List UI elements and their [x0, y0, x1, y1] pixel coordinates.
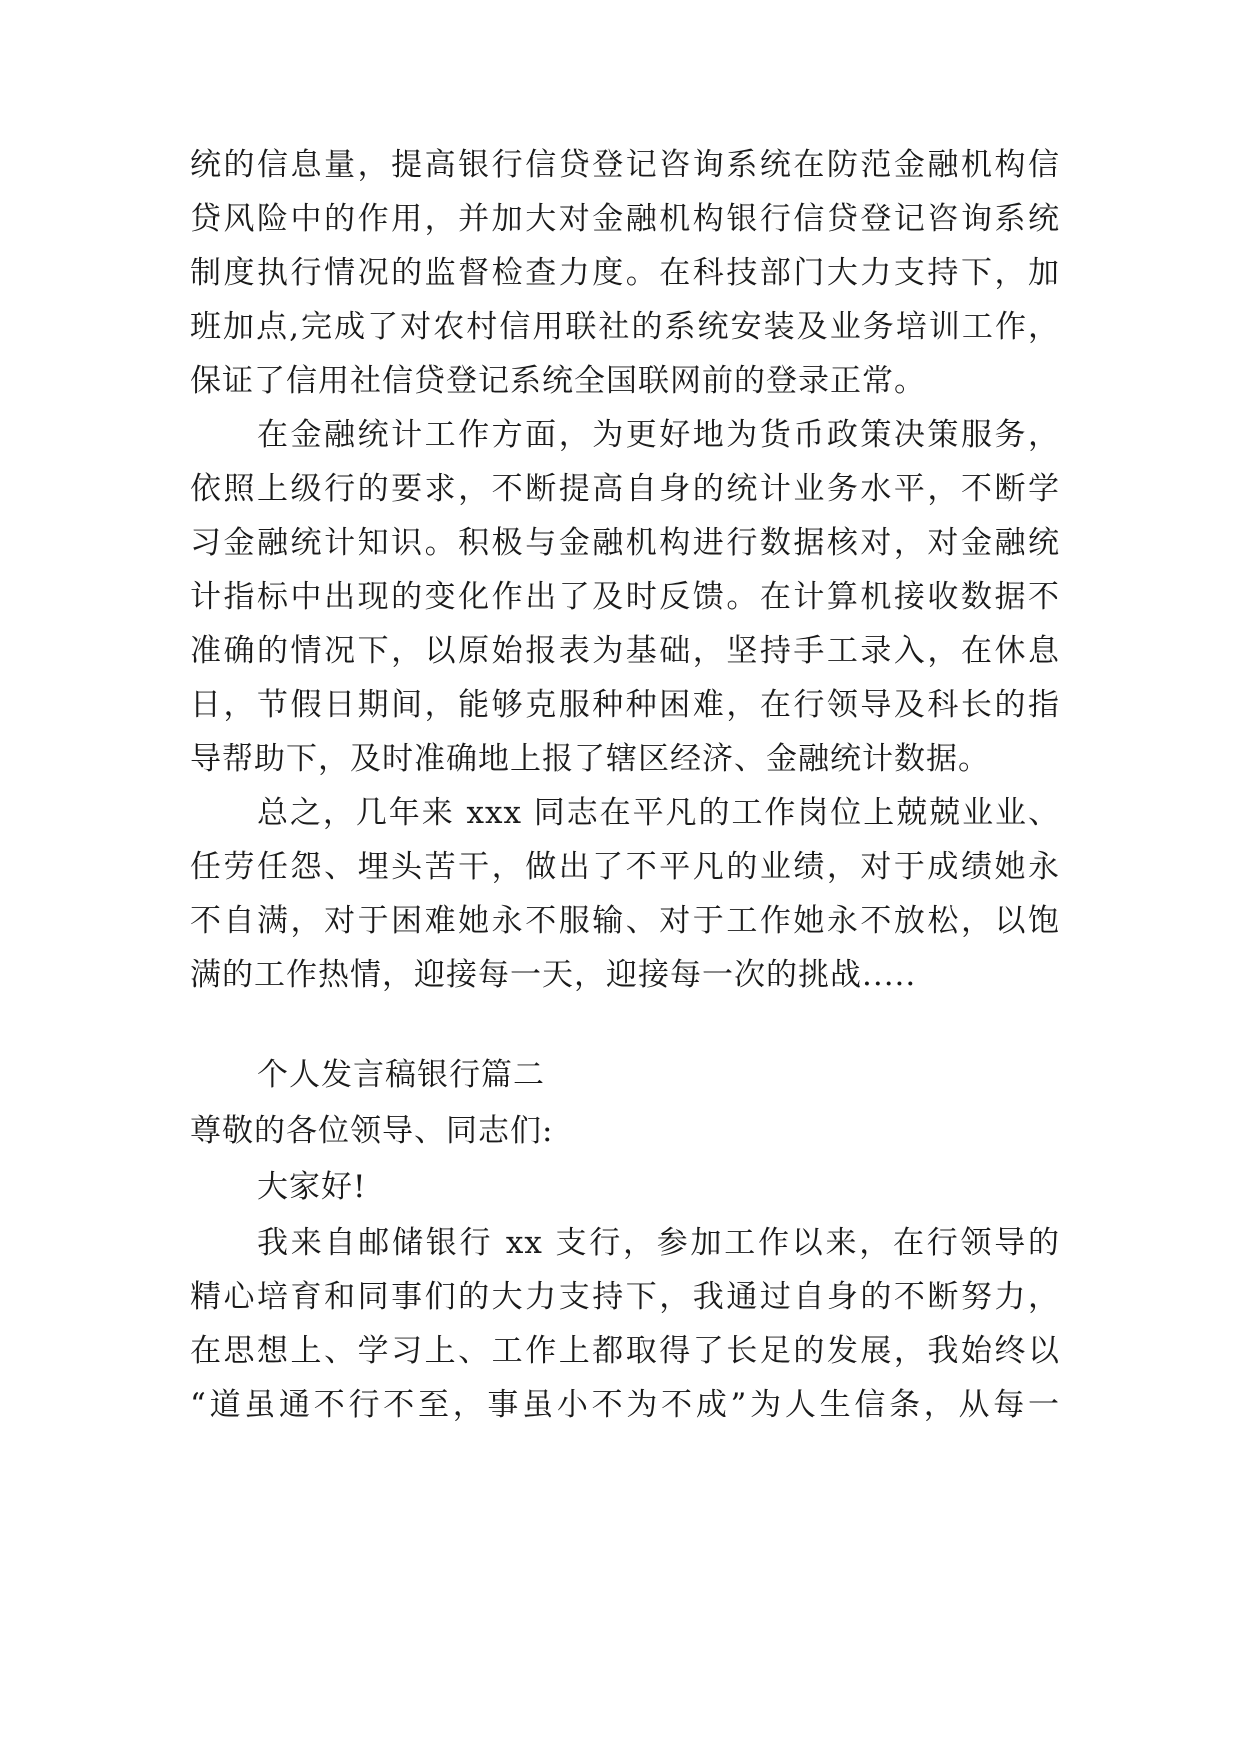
- paragraph-1-line-5: 保证了信用社信贷登记系统全国联网前的登录正常。: [190, 363, 926, 399]
- paragraph-1-line-3: 制度执行情况的监督检查力度。在科技部门大力支持下，加: [190, 255, 1060, 291]
- paragraph-1-line-2: 贷风险中的作用，并加大对金融机构银行信贷登记咨询系统: [190, 201, 1060, 237]
- paragraph-2-line-1: 在金融统计工作方面，为更好地为货币政策决策服务，: [257, 417, 1060, 453]
- paragraph-2-line-2: 依照上级行的要求，不断提高自身的统计业务水平，不断学: [190, 471, 1060, 507]
- paragraph-4-line-1: 我来自邮储银行 xx 支行，参加工作以来，在行领导的: [257, 1225, 1060, 1261]
- paragraph-1-line-1: 统的信息量，提高银行信贷登记咨询系统在防范金融机构信: [190, 147, 1060, 183]
- paragraph-3-line-4: 满的工作热情，迎接每一天，迎接每一次的挑战.....: [190, 957, 917, 993]
- paragraph-2-line-6: 日，节假日期间，能够克服种种困难，在行领导及科长的指: [190, 687, 1060, 723]
- paragraph-4-line-3: 在思想上、学习上、工作上都取得了长足的发展，我始终以: [190, 1333, 1060, 1369]
- paragraph-3-line-1: 总之，几年来 xxx 同志在平凡的工作岗位上兢兢业业、: [257, 795, 1060, 831]
- paragraph-3-line-3: 不自满，对于困难她永不服输、对于工作她永不放松，以饱: [190, 903, 1060, 939]
- section-title: 个人发言稿银行篇二: [257, 1057, 545, 1093]
- paragraph-4-line-4: “道虽通不行不至，事虽小不为不成”为人生信条，从每一: [190, 1387, 1060, 1423]
- paragraph-3-line-2: 任劳任怨、埋头苦干，做出了不平凡的业绩，对于成绩她永: [190, 849, 1060, 885]
- paragraph-1-line-4: 班加点,完成了对农村信用联社的系统安装及业务培训工作，: [190, 309, 1060, 345]
- paragraph-2-line-4: 计指标中出现的变化作出了及时反馈。在计算机接收数据不: [190, 579, 1060, 615]
- paragraph-4-line-2: 精心培育和同事们的大力支持下，我通过自身的不断努力，: [190, 1279, 1060, 1315]
- paragraph-2-line-3: 习金融统计知识。积极与金融机构进行数据核对，对金融统: [190, 525, 1060, 561]
- paragraph-2-line-7: 导帮助下，及时准确地上报了辖区经济、金融统计数据。: [190, 741, 990, 777]
- salutation: 尊敬的各位领导、同志们:: [190, 1113, 554, 1149]
- paragraph-2-line-5: 准确的情况下，以原始报表为基础，坚持手工录入，在休息: [190, 633, 1060, 669]
- greeting: 大家好!: [257, 1169, 367, 1205]
